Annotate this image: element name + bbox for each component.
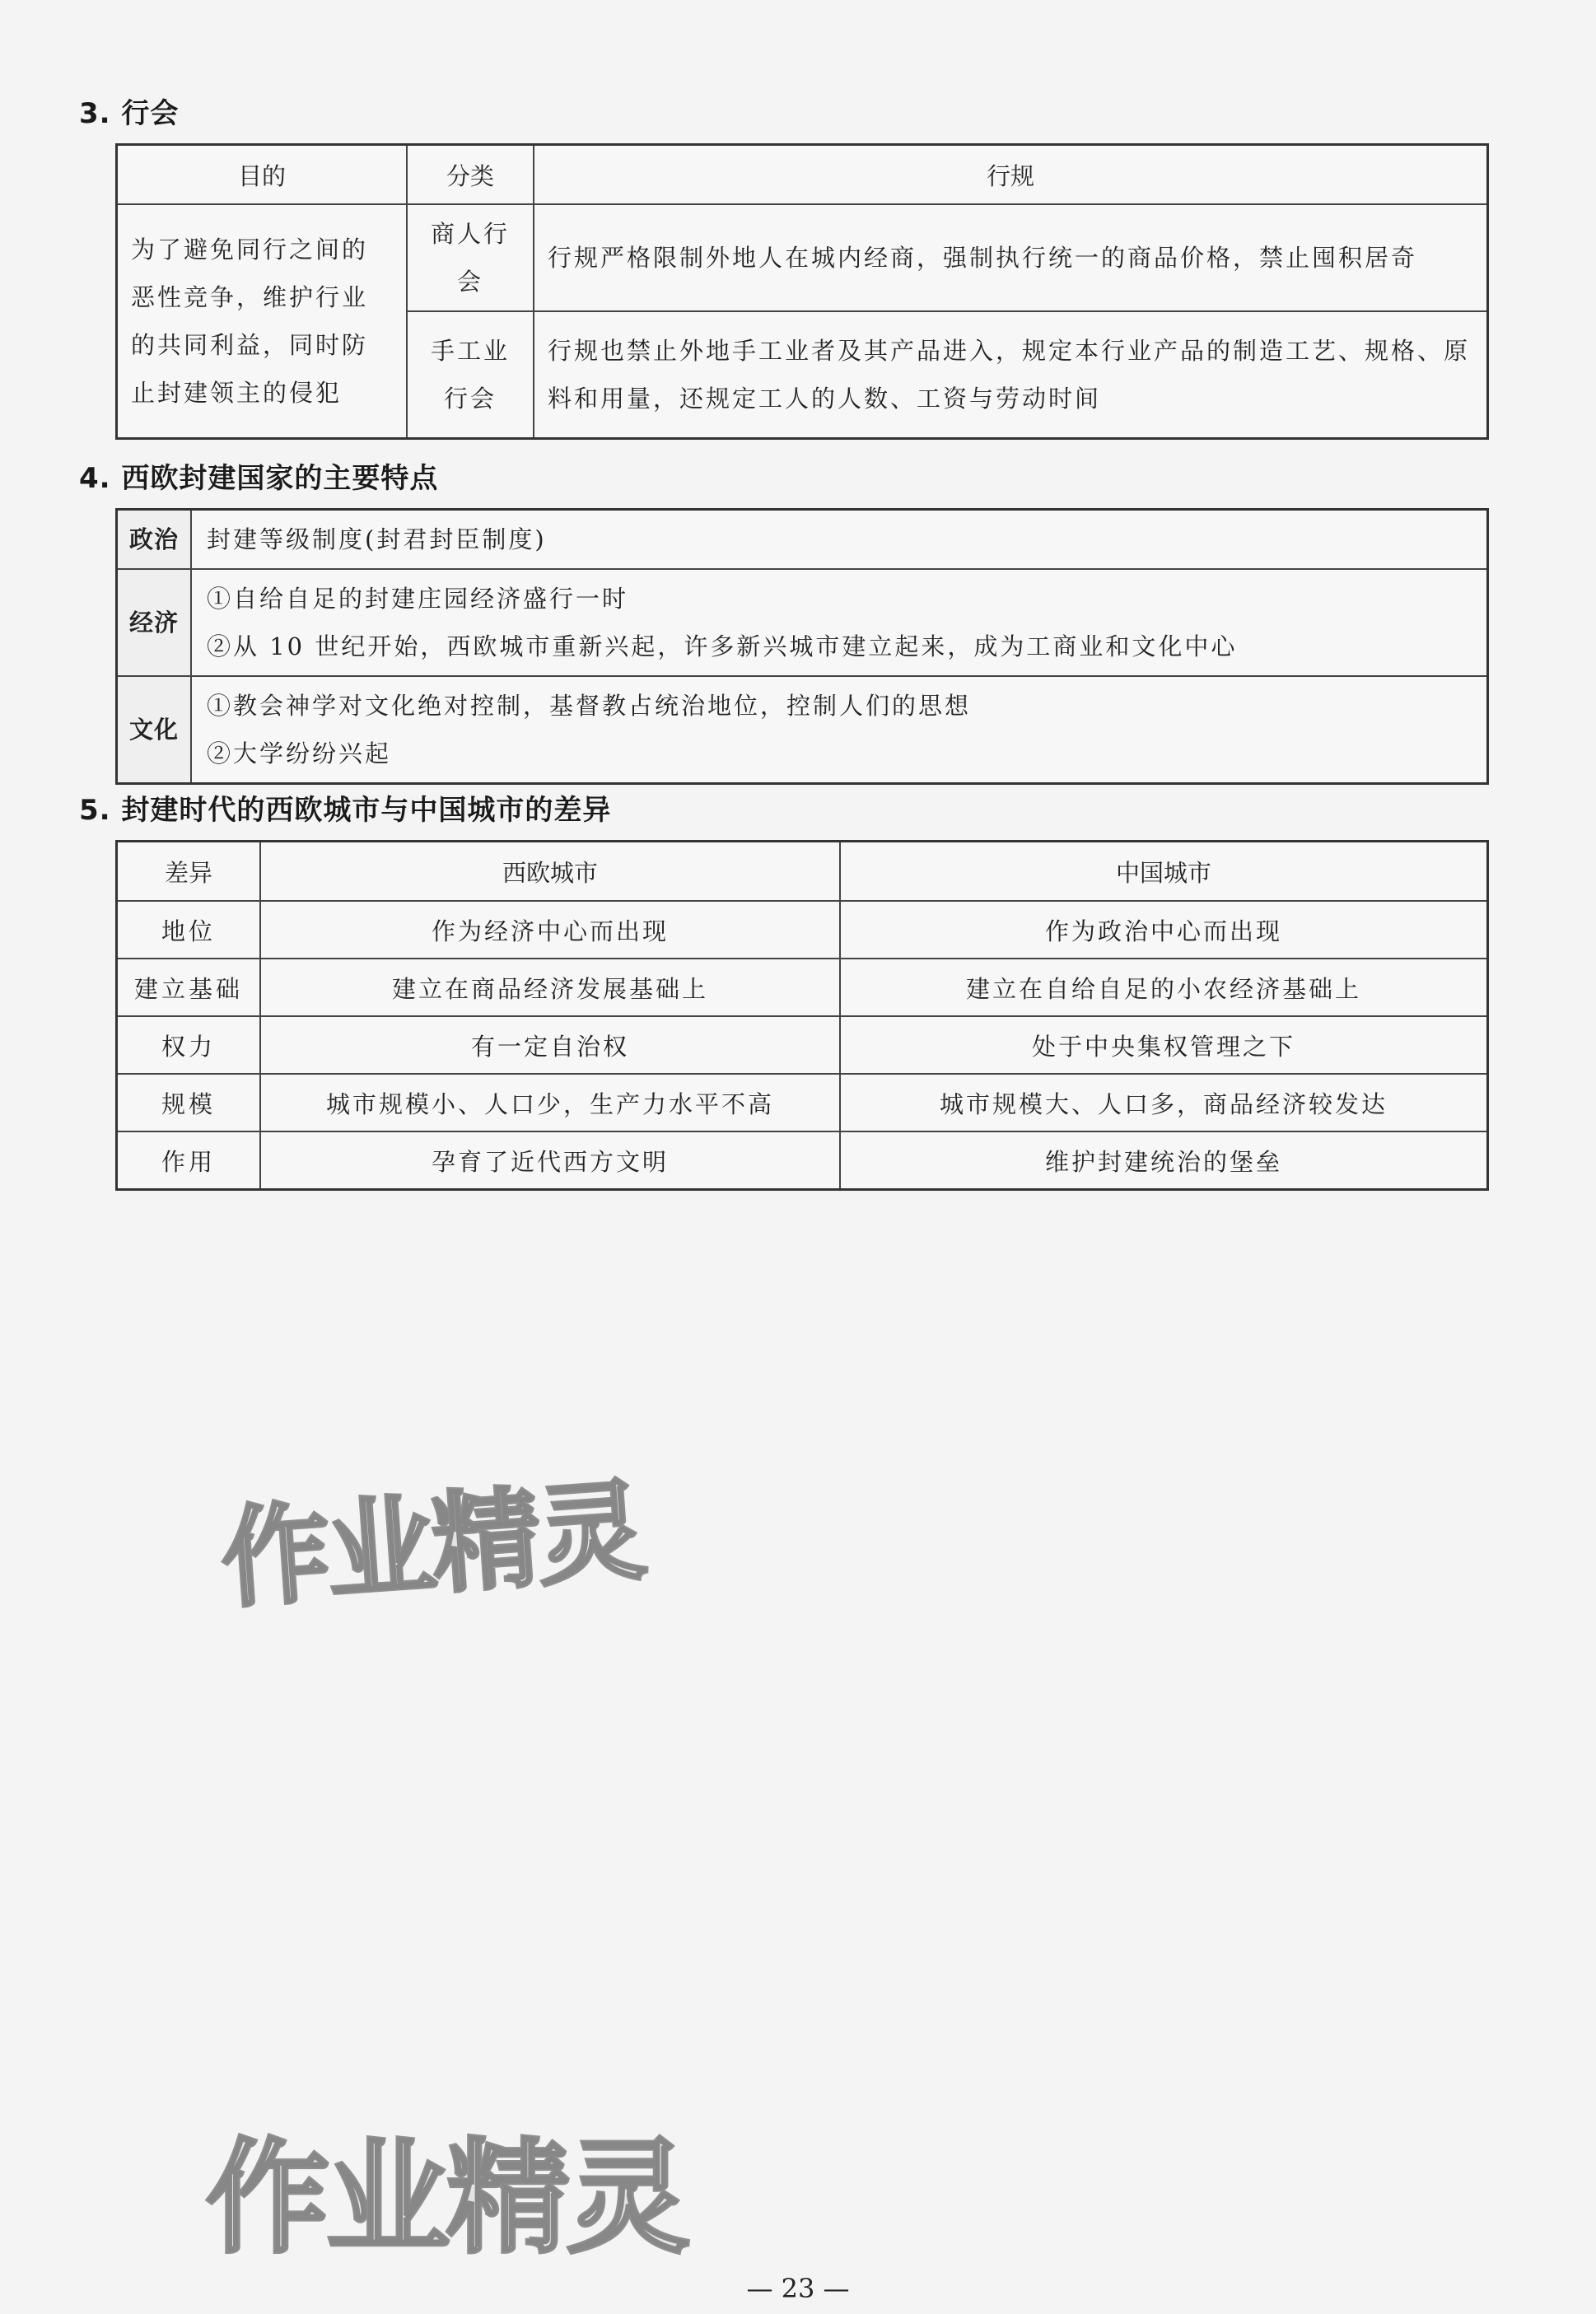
section-4-title: 4. 西欧封建国家的主要特点 xyxy=(79,462,439,495)
row-header: 规模 xyxy=(117,1074,261,1131)
col-header-category: 分类 xyxy=(407,145,534,205)
col-header-chinese-city: 中国城市 xyxy=(840,842,1488,902)
row-header: 权力 xyxy=(117,1016,261,1074)
table-cell: 城市规模小、人口少，生产力水平不高 xyxy=(260,1074,840,1131)
feature-line: ①自给自足的封建庄园经济盛行一时 xyxy=(207,585,629,613)
guild-category-cell: 手工业行会 xyxy=(407,311,534,439)
feature-line: 封建等级制度(封君封臣制度) xyxy=(191,510,1488,570)
table-row xyxy=(117,901,1488,959)
section-3-title: 3. 行会 xyxy=(79,97,180,130)
col-header-purpose: 目的 xyxy=(117,145,408,205)
table-row xyxy=(117,1131,1488,1190)
page-number: — 23 — xyxy=(746,2273,850,2304)
guild-category-cell: 商人行会 xyxy=(407,204,534,311)
table-cell: 建立在自给自足的小农经济基础上 xyxy=(840,959,1488,1016)
city-comparison-table xyxy=(115,840,1489,1191)
feudal-features-table xyxy=(115,508,1489,785)
feature-line: ②从 10 世纪开始，西欧城市重新兴起，许多新兴城市建立起来，成为工商业和文化中心 xyxy=(207,632,1238,660)
col-header-western-city: 西欧城市 xyxy=(260,842,840,902)
table-cell: 作为经济中心而出现 xyxy=(260,901,840,959)
feature-line: ②大学纷纷兴起 xyxy=(207,739,392,767)
guild-table xyxy=(115,143,1489,440)
table-cell: 作为政治中心而出现 xyxy=(840,901,1488,959)
table-cell: 建立在商品经济发展基础上 xyxy=(260,959,840,1016)
table-cell: 孕育了近代西方文明 xyxy=(260,1131,840,1190)
row-header-culture: 文化 xyxy=(117,676,192,784)
watermark-logo: 作业精灵 xyxy=(206,2127,688,2270)
guild-rule-cell: 行规也禁止外地手工业者及其产品进入，规定本行业产品的制造工艺、规格、原料和用量，还规定工人的人数、工资与劳动时间 xyxy=(534,311,1488,439)
feature-line: ①教会神学对文化绝对控制，基督教占统治地位，控制人们的思想 xyxy=(207,692,972,720)
watermark-logo: 作业精灵 xyxy=(217,1467,647,1624)
col-header-difference: 差异 xyxy=(117,842,261,902)
table-cell: 有一定自治权 xyxy=(260,1016,840,1074)
row-header: 地位 xyxy=(117,901,261,959)
table-cell: 城市规模大、人口多，商品经济较发达 xyxy=(840,1074,1488,1131)
table-row xyxy=(117,1016,1488,1074)
guild-purpose-cell: 为了避免同行之间的恶性竞争，维护行业的共同利益，同时防止封建领主的侵犯 xyxy=(117,204,408,439)
section-5-title: 5. 封建时代的西欧城市与中国城市的差异 xyxy=(79,794,612,827)
row-header-politics: 政治 xyxy=(117,510,192,570)
row-header: 作用 xyxy=(117,1131,261,1190)
col-header-rules: 行规 xyxy=(534,145,1488,205)
table-cell: 处于中央集权管理之下 xyxy=(840,1016,1488,1074)
guild-rule-cell: 行规严格限制外地人在城内经商，强制执行统一的商品价格，禁止囤积居奇 xyxy=(534,204,1488,311)
table-row xyxy=(117,1074,1488,1131)
row-header: 建立基础 xyxy=(117,959,261,1016)
table-row xyxy=(117,959,1488,1016)
row-header-economy: 经济 xyxy=(117,569,192,676)
table-cell: 维护封建统治的堡垒 xyxy=(840,1131,1488,1190)
